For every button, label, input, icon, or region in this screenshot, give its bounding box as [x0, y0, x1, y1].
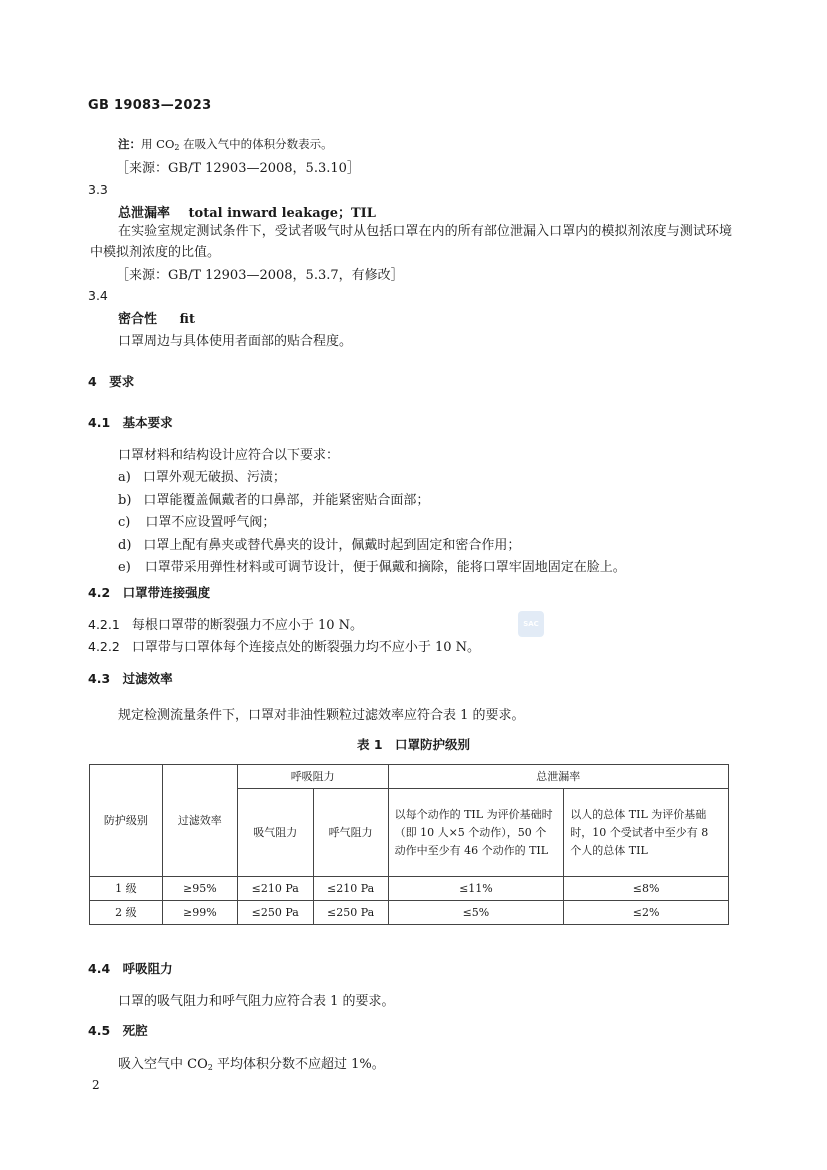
page-number: 2 — [92, 1078, 100, 1092]
section-4-5-heading: 4.5 死腔 — [88, 1023, 148, 1038]
term-en-3-3: total inward leakage；TIL — [188, 206, 376, 221]
cell-til-person: ≤2% — [564, 901, 729, 925]
term-3-4 — [118, 308, 195, 327]
clause-4-2-2 — [88, 636, 480, 655]
cell-filter: ≥99% — [162, 901, 237, 925]
list-item — [118, 466, 286, 485]
list-item-text: 口罩外观无破损、污渍； — [142, 470, 286, 485]
sac-watermark-logo: SAC — [518, 611, 544, 637]
section-4-3-text: 规定检测流量条件下，口罩对非油性颗粒过滤效率应符合表 1 的要求。 — [118, 708, 525, 723]
list-item — [118, 511, 275, 530]
section-4-1-heading: 4.1 基本要求 — [88, 415, 173, 430]
list-marker: e) — [118, 560, 131, 575]
term-en-3-4: fit — [179, 312, 196, 327]
list-marker: d) — [118, 538, 132, 553]
clause-4-2-1 — [88, 614, 363, 633]
section-4-4-heading: 4.4 呼吸阻力 — [88, 961, 173, 976]
header-til-per-action: 以每个动作的 TIL 为评价基础时（即 10 人×5 个动作），50 个动作中至少有 46 个动作的 TIL — [388, 789, 564, 877]
header-total-inward-leakage: 总泄漏率 — [388, 765, 728, 789]
list-item-text: 口罩不应设置呼气阀； — [145, 515, 276, 530]
table-row — [90, 901, 729, 925]
header-exhale-resistance: 呼气阻力 — [313, 789, 388, 877]
list-marker: c) — [118, 515, 131, 530]
section-4-4-text: 口罩的吸气阻力和呼气阻力应符合表 1 的要求。 — [118, 994, 395, 1009]
header-til-per-person: 以人的总体 TIL 为评价基础时，10 个受试者中至少有 8 个人的总体 TIL — [564, 789, 729, 877]
header-inhale-resistance: 吸气阻力 — [237, 789, 313, 877]
source-3-2: ［来源：GB/T 12903—2008，5.3.10］ — [116, 161, 360, 176]
table-row — [90, 877, 729, 901]
term-cn-3-4: 密合性 — [118, 312, 158, 327]
standard-number-header: GB 19083—2023 — [88, 98, 212, 113]
list-item — [118, 489, 429, 508]
clause-number-3-4: 3.4 — [88, 288, 108, 303]
note-line — [118, 136, 333, 152]
requirements-intro: 口罩材料和结构设计应符合以下要求： — [118, 448, 340, 463]
cell-inhale: ≤250 Pa — [237, 901, 313, 925]
section-4-heading: 4 要求 — [88, 374, 135, 389]
section-4-5-subscript: 2 — [207, 1063, 213, 1072]
clause-text-4-2-2: 口罩带与口罩体每个连接点处的断裂强力均不应小于 10 N。 — [131, 640, 480, 655]
list-item-text: 口罩带采用弹性材料或可调节设计，便于佩戴和摘除，能将口罩牢固地固定在脸上。 — [144, 560, 626, 575]
clause-number-4-2-1: 4.2.1 — [88, 617, 120, 632]
note-text-b: 在吸入气中的体积分数表示。 — [179, 137, 333, 151]
list-item-text: 口罩上配有鼻夹或替代鼻夹的设计，佩戴时起到固定和密合作用； — [143, 538, 521, 553]
definition-3-3: 在实验室规定测试条件下，受试者吸气时从包括口罩在内的所有部位泄漏入口罩内的模拟剂浓度与测试环境中模拟剂浓度的比值。 — [90, 224, 732, 260]
header-protection-level: 防护级别 — [90, 765, 163, 877]
cell-til-action: ≤5% — [388, 901, 564, 925]
term-3-3 — [118, 202, 376, 221]
section-4-2-heading: 4.2 口罩带连接强度 — [88, 585, 211, 600]
definition-3-4: 口罩周边与具体使用者面部的贴合程度。 — [118, 334, 353, 349]
cell-inhale: ≤210 Pa — [237, 877, 313, 901]
clause-text-4-2-1: 每根口罩带的断裂强力不应小于 10 N。 — [131, 618, 363, 633]
note-prefix: 注： — [118, 137, 141, 151]
header-breathing-resistance: 呼吸阻力 — [237, 765, 388, 789]
section-4-5-text-a: 吸入空气中 CO — [118, 1057, 208, 1072]
section-4-3-heading: 4.3 过滤效率 — [88, 671, 173, 686]
list-marker: b) — [118, 493, 132, 508]
clause-number-3-3: 3.3 — [88, 182, 108, 197]
clause-number-4-2-2: 4.2.2 — [88, 639, 120, 654]
table-header-row-1 — [90, 765, 729, 789]
note-subscript: 2 — [174, 143, 180, 152]
list-marker: a) — [118, 470, 131, 485]
cell-filter: ≥95% — [162, 877, 237, 901]
list-item-text: 口罩能覆盖佩戴者的口鼻部，并能紧密贴合面部； — [143, 493, 430, 508]
cell-til-action: ≤11% — [388, 877, 564, 901]
protection-level-table — [89, 764, 729, 925]
cell-exhale: ≤250 Pa — [313, 901, 388, 925]
section-4-5-text-b: 平均体积分数不应超过 1%。 — [212, 1057, 385, 1072]
list-item — [118, 556, 626, 575]
cell-level: 2 级 — [90, 901, 163, 925]
cell-level: 1 级 — [90, 877, 163, 901]
cell-til-person: ≤8% — [564, 877, 729, 901]
note-text-a: 用 CO — [141, 137, 175, 151]
section-4-5-text — [118, 1053, 385, 1072]
cell-exhale: ≤210 Pa — [313, 877, 388, 901]
source-3-3: ［来源：GB/T 12903—2008，5.3.7，有修改］ — [116, 268, 404, 283]
term-cn-3-3: 总泄漏率 — [118, 206, 171, 221]
list-item — [118, 534, 520, 553]
header-filter-efficiency: 过滤效率 — [162, 765, 237, 877]
table-caption: 表 1 口罩防护级别 — [356, 737, 471, 752]
